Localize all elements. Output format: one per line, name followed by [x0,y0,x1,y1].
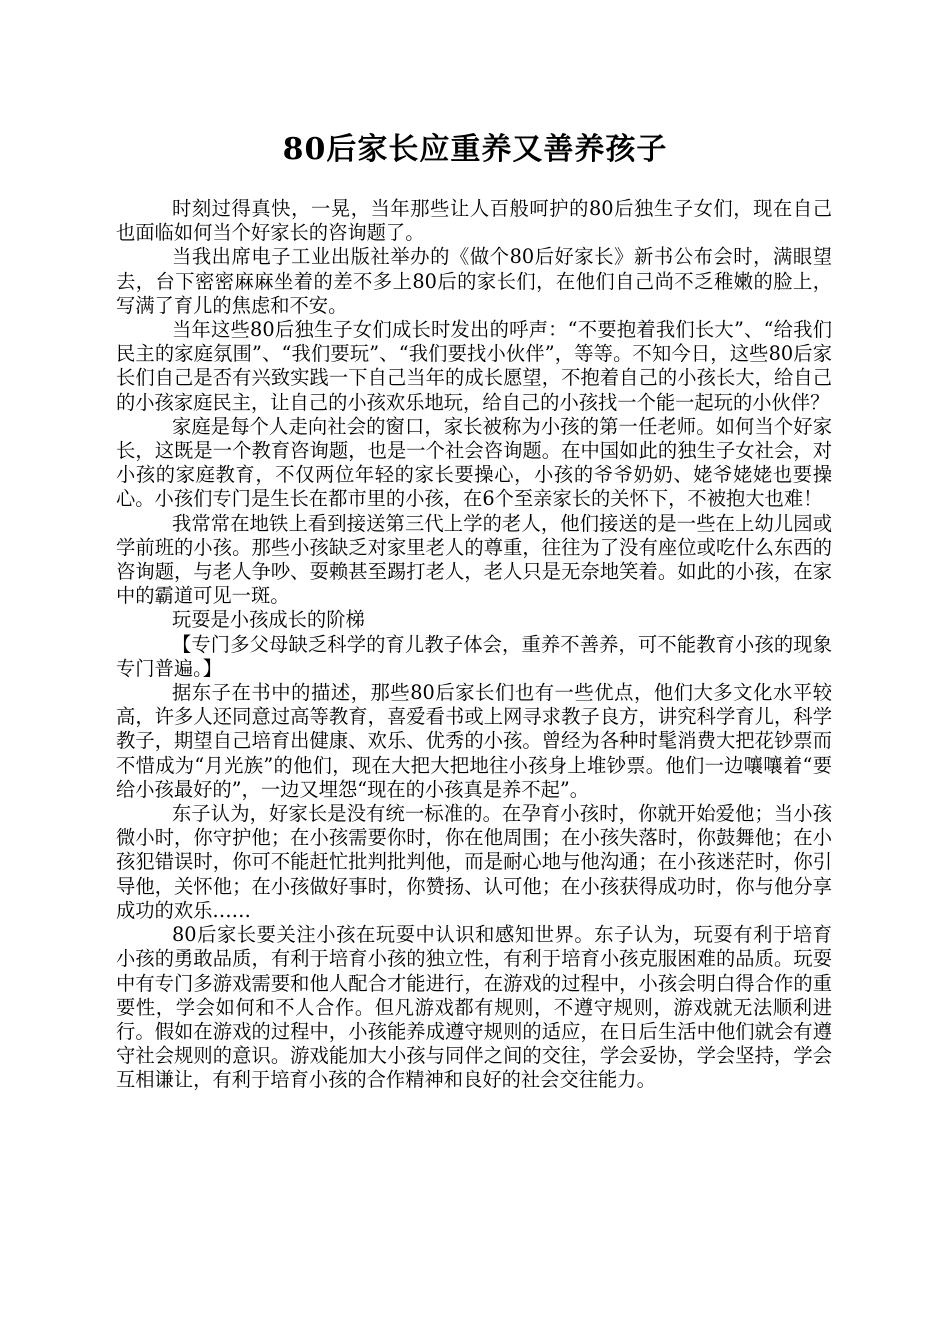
document-body [116,197,832,1093]
paragraph: 东子认为，好家长是没有统一标准的。在孕育小孩时，你就开始爱他；当小孩微小时，你守护他；在小孩需要你时，你在他周围；在小孩失落时，你鼓舞他；在小孩犯错误时，你可不能赶忙批判批判他，而是耐心地与他沟通；在小孩迷茫时，你引导他，关怀他；在小孩做好事时，你赞扬、认可他；在小孩获得成功时，你与他分享成功的欢乐…… [116,802,832,922]
pull-quote: 【专门多父母缺乏科学的育儿教子体会，重养不善养，可不能教育小孩的现象专门普遍。】 [116,632,832,680]
section-heading: 玩耍是小孩成长的阶梯 [171,608,365,632]
paragraph: 我常常在地铁上看到接送第三代上学的老人，他们接送的是一些在上幼儿园或学前班的小孩。那些小孩缺乏对家里老人的尊重，往往为了没有座位或吃什么东西的咨询题，与老人争吵、耍赖甚至踢打老人，老人只是无奈地笑着。如此的小孩，在家中的霸道可见一斑。 [116,511,832,608]
paragraph: 当年这些80后独生子女们成长时发出的呼声：“不要抱着我们长大”、“给我们民主的家庭氛围”、“我们要玩”、“我们要找小伙伴”，等等。不知今日，这些80后家长们自己是否有兴致实践一下自己当年的成长愿望，不抱着自己的小孩长大，给自己的小孩家庭民主，让自己的小孩欢乐地玩，给自己的小孩找一个能一起玩的小伙伴？ [116,318,832,414]
paragraph: 当我出席电子工业出版社举办的《做个80后好家长》新书公布会时，满眼望去，台下密密麻麻坐着的差不多上80后的家长们，在他们自己尚不乏稚嫩的脸上，写满了育儿的焦虑和不安。 [116,245,832,317]
paragraph: 家庭是每个人走向社会的窗口，家长被称为小孩的第一任老师。如何当个好家长，这既是一个教育咨询题，也是一个社会咨询题。在中国如此的独生子女社会，对小孩的家庭教育，不仅两位年轻的家长要操心，小孩的爷爷奶奶、姥爷姥姥也要操心。小孩们专门是生长在都市里的小孩，在6个至亲家长的关怀下，不被抱大也难！ [116,414,832,511]
paragraph: 时刻过得真快，一晃，当年那些让人百般呵护的80后独生子女们，现在自己也面临如何当个好家长的咨询题了。 [116,197,832,245]
paragraph: 据东子在书中的描述，那些80后家长们也有一些优点，他们大多文化水平较高，许多人还同意过高等教育，喜爱看书或上网寻求教子良方，讲究科学育儿，科学教子，期望自己培育出健康、欢乐、优秀的小孩。曾经为各种时髦消费大把花钞票而不惜成为“月光族”的他们，现在大把大把地往小孩身上堆钞票。他们一边嚷嚷着“要给小孩最好的”，一边又埋怨“现在的小孩真是养不起”。 [116,681,832,801]
paragraph: 80后家长要关注小孩在玩耍中认识和感知世界。东子认为，玩耍有利于培育小孩的勇敢品质，有利于培育小孩的独立性，有利于培育小孩克服困难的品质。玩耍中有专门多游戏需要和他人配合才能进行，在游戏的过程中，小孩会明白得合作的重要性，学会如何和不人合作。但凡游戏都有规则，不遵守规则，游戏就无法顺利进行。假如在游戏的过程中，小孩能养成遵守规则的适应，在日后生活中他们就会有遵守社会规则的意识。游戏能加大小孩与同伴之间的交往，学会妥协，学会坚持，学会互相谦让，有利于培育小孩的合作精神和良好的社会交往能力。 [116,923,832,1092]
document-title: 80后家长应重养又善养孩子 [282,132,668,167]
